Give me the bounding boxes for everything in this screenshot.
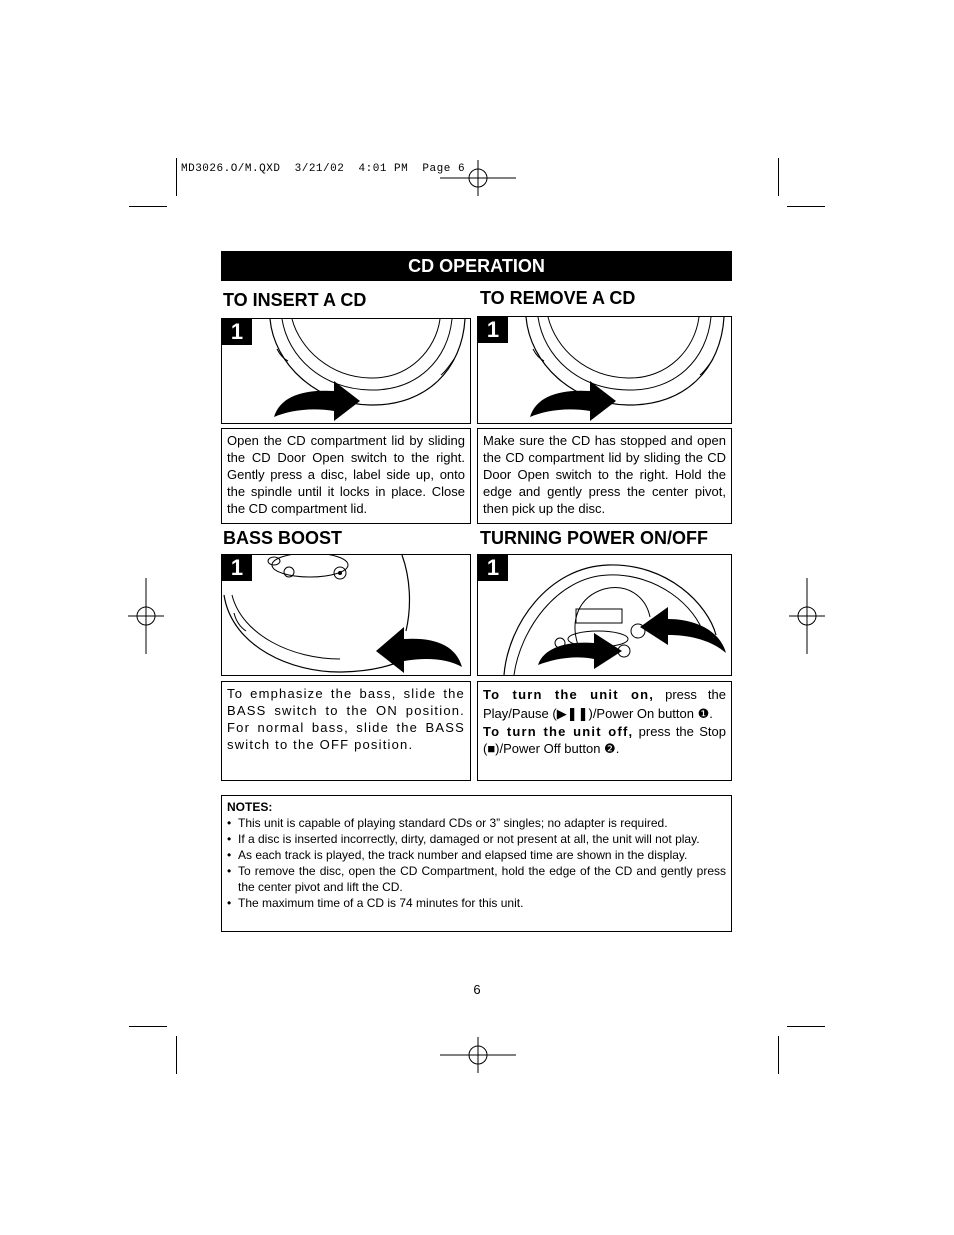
cd-player-drawing	[478, 317, 731, 423]
insert-instructions	[221, 428, 471, 524]
insert-title: TO INSERT A CD	[223, 290, 367, 310]
crop-mark	[129, 206, 167, 207]
bass-instructions	[221, 681, 471, 781]
page-number: 6	[473, 982, 481, 997]
remove-title: TO REMOVE A CD	[480, 288, 636, 308]
file-header: MD3026.O/M.QXD 3/21/02 4:01 PM Page 6	[181, 163, 466, 175]
power-off-label: To turn the unit off,	[483, 724, 634, 739]
remove-instructions	[477, 428, 732, 524]
step-number: 1	[222, 555, 252, 581]
bass-text: To emphasize the bass, slide the BASS switch to the ON position. For normal bass, slide the BASS switch to the OFF position.	[227, 686, 465, 752]
crop-mark	[176, 158, 177, 196]
note-item: • To remove the disc, open the CD Compartment, hold the edge of the CD and gently press the center pivot and lift the CD.	[227, 863, 726, 895]
power-on-label: To turn the unit on,	[483, 687, 655, 702]
registration-mark-top	[440, 160, 516, 196]
power-on-text: press the Play/Pause (▶❚❚)/Power On button ❶.	[483, 687, 726, 721]
step-number: 1	[478, 555, 508, 581]
section-banner: CD OPERATION	[221, 251, 732, 281]
note-item: • This unit is capable of playing standard CDs or 3” singles; no adapter is required.	[227, 815, 726, 831]
crop-mark	[787, 1026, 825, 1027]
crop-mark	[778, 1036, 779, 1074]
notes-title: NOTES:	[227, 800, 273, 814]
registration-mark-left	[128, 578, 164, 654]
crop-mark	[787, 206, 825, 207]
power-title: TURNING POWER ON/OFF	[480, 528, 708, 548]
crop-mark	[129, 1026, 167, 1027]
insert-text: Open the CD compartment lid by sliding the CD Door Open switch to the right. Gently press a disc, label side up, onto the spindle until it locks in place. Close the CD compartment lid.	[227, 433, 465, 516]
step-number: 1	[478, 317, 508, 343]
registration-mark-bottom	[440, 1037, 516, 1073]
cd-player-drawing	[478, 555, 731, 675]
step-number: 1	[222, 319, 252, 345]
power-illustration	[477, 554, 732, 676]
power-off-text: press the Stop (■)/Power Off button ❷.	[483, 724, 726, 756]
power-instructions	[477, 681, 732, 781]
cd-player-drawing	[222, 555, 470, 675]
cd-player-drawing	[222, 319, 470, 423]
remove-text: Make sure the CD has stopped and open the CD compartment lid by sliding the CD Door Open switch to the right. Hold the edge and gently press the center pivot, then pick up the disc.	[483, 433, 726, 516]
remove-illustration	[477, 316, 732, 424]
note-item: • If a disc is inserted incorrectly, dirty, damaged or not present at all, the unit will not play.	[227, 831, 726, 847]
bass-illustration	[221, 554, 471, 676]
crop-mark	[778, 158, 779, 196]
crop-mark	[176, 1036, 177, 1074]
insert-illustration	[221, 318, 471, 424]
note-item: • As each track is played, the track number and elapsed time are shown in the display.	[227, 847, 726, 863]
notes-box	[221, 795, 732, 932]
registration-mark-right	[789, 578, 825, 654]
bass-title: BASS BOOST	[223, 528, 343, 548]
note-item: • The maximum time of a CD is 74 minutes for this unit.	[227, 895, 726, 911]
notes-list	[227, 815, 726, 911]
